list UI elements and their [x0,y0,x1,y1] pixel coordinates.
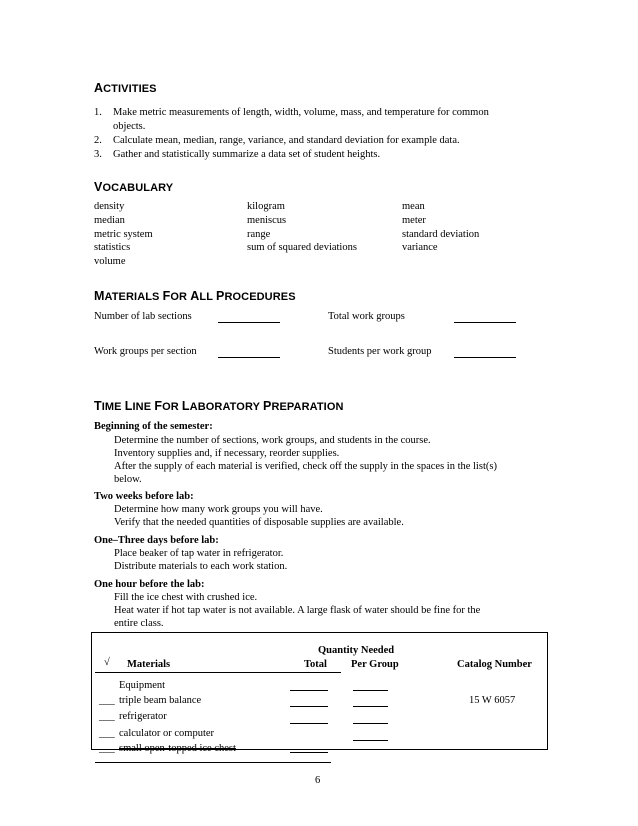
activity-number-1: 1. [94,107,102,118]
vocab-term: meter [402,215,426,226]
equipment-group-label: Equipment [119,680,166,691]
page-number: 6 [315,775,321,786]
catalog-column-header: Catalog Number [457,659,532,670]
row-check-blank[interactable]: ___ [99,711,115,722]
header-underline [95,672,341,673]
timeline-line: After the supply of each material is verified, check off the supply in the spaces in the list(s) [114,461,497,472]
total-blank[interactable] [290,706,328,707]
vocab-term: mean [402,201,425,212]
total-blank[interactable] [290,723,328,724]
vocab-term: volume [94,256,126,267]
vocab-term: statistics [94,242,131,253]
per-group-blank[interactable] [353,706,388,707]
quantity-needed-header: Quantity Needed [318,645,395,656]
material-name: small open-topped ice chest [119,743,236,754]
work-groups-per-section-label: Work groups per section [94,346,197,357]
total-blank[interactable] [290,690,328,691]
vocab-term: variance [402,242,438,253]
total-blank[interactable] [290,752,328,753]
vocab-term: sum of squared deviations [247,242,357,253]
materials-heading: MATERIALS FOR ALL PROCEDURES [94,289,296,303]
timeline-line: Determine how many work groups you will have. [114,504,323,515]
total-work-groups-blank[interactable] [454,313,516,323]
timeline-section-title: One–Three days before lab: [94,535,219,546]
activity-3-line-1: Gather and statistically summarize a data set of student heights. [113,149,381,160]
vocab-term: kilogram [247,201,285,212]
activity-2-line-1: Calculate mean, median, range, variance, and standard deviation for example data. [113,135,460,146]
lab-sections-label: Number of lab sections [94,311,192,322]
timeline-line: Verify that the needed quantities of disposable supplies are available. [114,517,404,528]
timeline-section-title: Two weeks before lab: [94,491,194,502]
activity-1-line-1: Make metric measurements of length, width, volume, mass, and temperature for common [113,107,489,118]
timeline-line: Fill the ice chest with crushed ice. [114,592,258,603]
check-column-header: √ [104,657,110,668]
vocab-term: range [247,229,271,240]
vocab-term: median [94,215,125,226]
lab-sections-blank[interactable] [218,313,280,323]
students-per-group-blank[interactable] [454,348,516,358]
total-work-groups-label: Total work groups [328,311,405,322]
per-group-blank[interactable] [353,723,388,724]
timeline-line: below. [114,474,142,485]
timeline-line: entire class. [114,618,164,629]
timeline-line: Place beaker of tap water in refrigerator. [114,548,284,559]
timeline-section-title: Beginning of the semester: [94,421,213,432]
row-check-blank[interactable]: ___ [99,695,115,706]
total-column-header: Total [304,659,327,670]
activities-heading: ACTIVITIES [94,81,157,95]
catalog-number: 15 W 6057 [469,695,516,706]
timeline-line: Heat water if hot tap water is not available. A large flask of water should be fine for the [114,605,481,616]
vocab-term: standard deviation [402,229,480,240]
materials-column-header: Materials [127,659,171,670]
vocab-term: meniscus [247,215,287,226]
per-group-column-header: Per Group [351,659,399,670]
material-name: calculator or computer [119,728,215,739]
table-cut-line [95,762,331,763]
timeline-line: Inventory supplies and, if necessary, reorder supplies. [114,448,340,459]
row-check-blank[interactable]: ___ [99,743,115,754]
row-check-blank[interactable]: ___ [99,728,115,739]
activity-number-2: 2. [94,135,102,146]
timeline-line: Distribute materials to each work station. [114,561,288,572]
vocab-term: metric system [94,229,153,240]
timeline-section-title: One hour before the lab: [94,579,205,590]
per-group-blank[interactable] [353,690,388,691]
activity-number-3: 3. [94,149,102,160]
activity-1-line-2: objects. [113,121,146,132]
material-name: refrigerator [119,711,167,722]
work-groups-per-section-blank[interactable] [218,348,280,358]
students-per-group-label: Students per work group [328,346,432,357]
timeline-heading: TIME LINE FOR LABORATORY PREPARATION [94,399,344,413]
vocab-term: density [94,201,125,212]
per-group-blank[interactable] [353,740,388,741]
timeline-line: Determine the number of sections, work groups, and students in the course. [114,435,431,446]
material-name: triple beam balance [119,695,202,706]
vocabulary-heading: VOCABULARY [94,180,174,194]
